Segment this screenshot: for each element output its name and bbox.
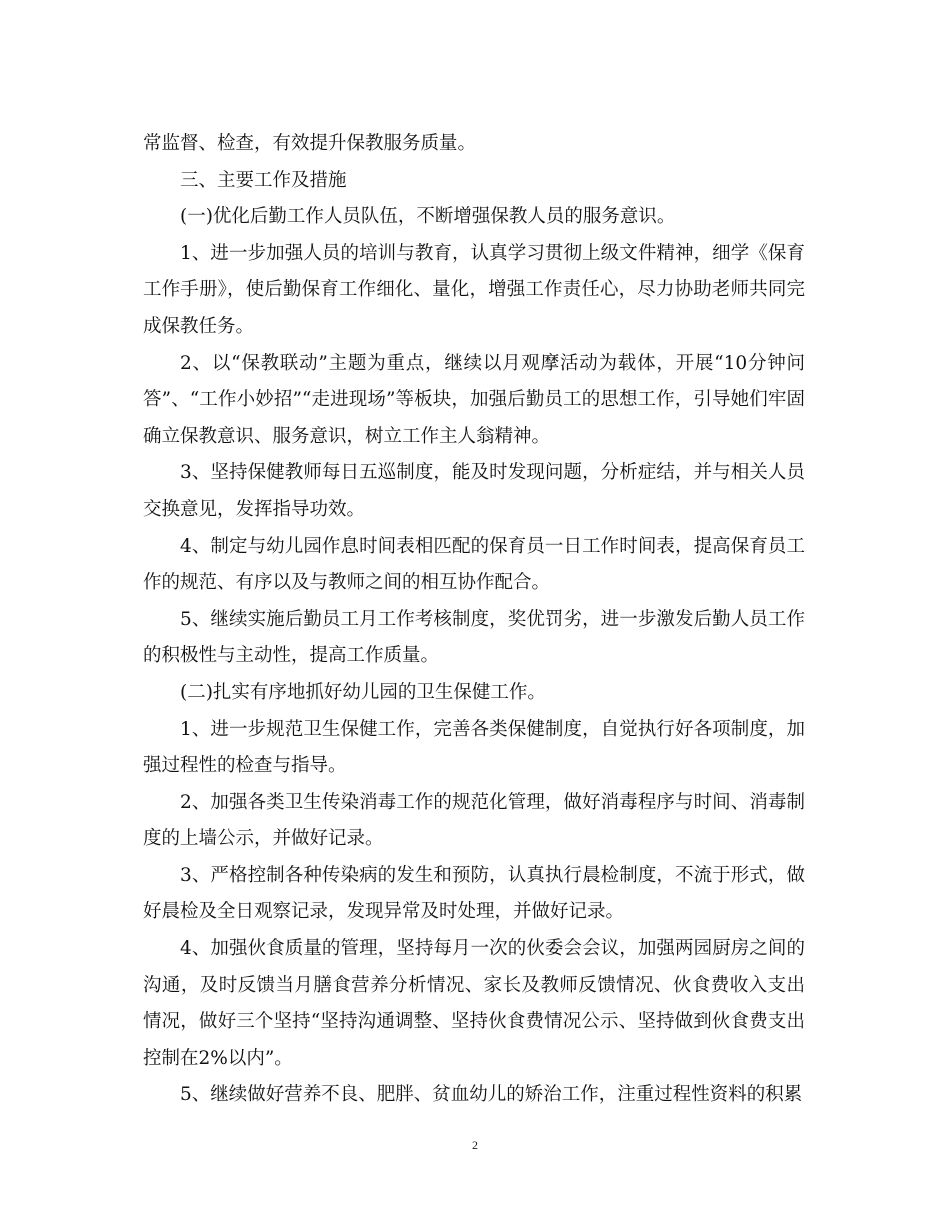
paragraph: 5、继续实施后勤员工月工作考核制度，奖优罚劣，进一步激发后勤人员工作的积极性与主动性，提高工作质量。 bbox=[143, 608, 805, 667]
section-heading: 三、主要工作及措施 bbox=[180, 169, 347, 191]
paragraph: 常监督、检查，有效提升保教服务质量。 bbox=[143, 133, 477, 154]
document-body bbox=[143, 126, 805, 1114]
paragraph: 2、以“保教联动”主题为重点，继续以月观摩活动为载体，开展“10分钟问答”、“工作小妙招”“走进现场”等板块，加强后勤员工的思想工作，引导她们牢固确立保教意识、服务意识，树立工作主人翁精神。 bbox=[143, 352, 805, 447]
paragraph: 4、加强伙食质量的管理，坚持每月一次的伙委会会议，加强两园厨房之间的沟通，及时反馈当月膳食营养分析情况、家长及教师反馈情况、伙食费收入支出情况，做好三个坚持“坚持沟通调整、坚持伙食费情况公示、坚持做到伙食费支出控制在2%以内”。 bbox=[143, 938, 805, 1069]
paragraph: 1、进一步规范卫生保健工作，完善各类保健制度，自觉执行好各项制度，加强过程性的检查与指导。 bbox=[143, 718, 805, 777]
subsection-heading: (二)扎实有序地抓好幼儿园的卫生保健工作。 bbox=[180, 681, 546, 703]
paragraph: 3、坚持保健教师每日五巡制度，能及时发现问题，分析症结，并与相关人员交换意见，发挥指导功效。 bbox=[143, 462, 805, 520]
paragraph: 4、制定与幼儿园作息时间表相匹配的保育员一日工作时间表，提高保育员工作的规范、有序以及与教师之间的相互协作配合。 bbox=[143, 535, 805, 594]
subsection-heading: (一)优化后勤工作人员队伍，不断增强保教人员的服务意识。 bbox=[180, 206, 676, 228]
page-number: 2 bbox=[472, 1138, 478, 1152]
paragraph: 3、严格控制各种传染病的发生和预防，认真执行晨检制度，不流于形式，做好晨检及全日观察记录，发现异常及时处理，并做好记录。 bbox=[143, 864, 805, 923]
paragraph: 1、进一步加强人员的培训与教育，认真学习贯彻上级文件精神，细学《保育工作手册》，使后勤保育工作细化、量化，增强工作责任心，尽力协助老师共同完成保教任务。 bbox=[143, 242, 805, 337]
paragraph: 2、加强各类卫生传染消毒工作的规范化管理，做好消毒程序与时间、消毒制度的上墙公示，并做好记录。 bbox=[143, 791, 805, 850]
paragraph: 5、继续做好营养不良、肥胖、贫血幼儿的矫治工作，注重过程性资料的积累 bbox=[180, 1084, 803, 1106]
